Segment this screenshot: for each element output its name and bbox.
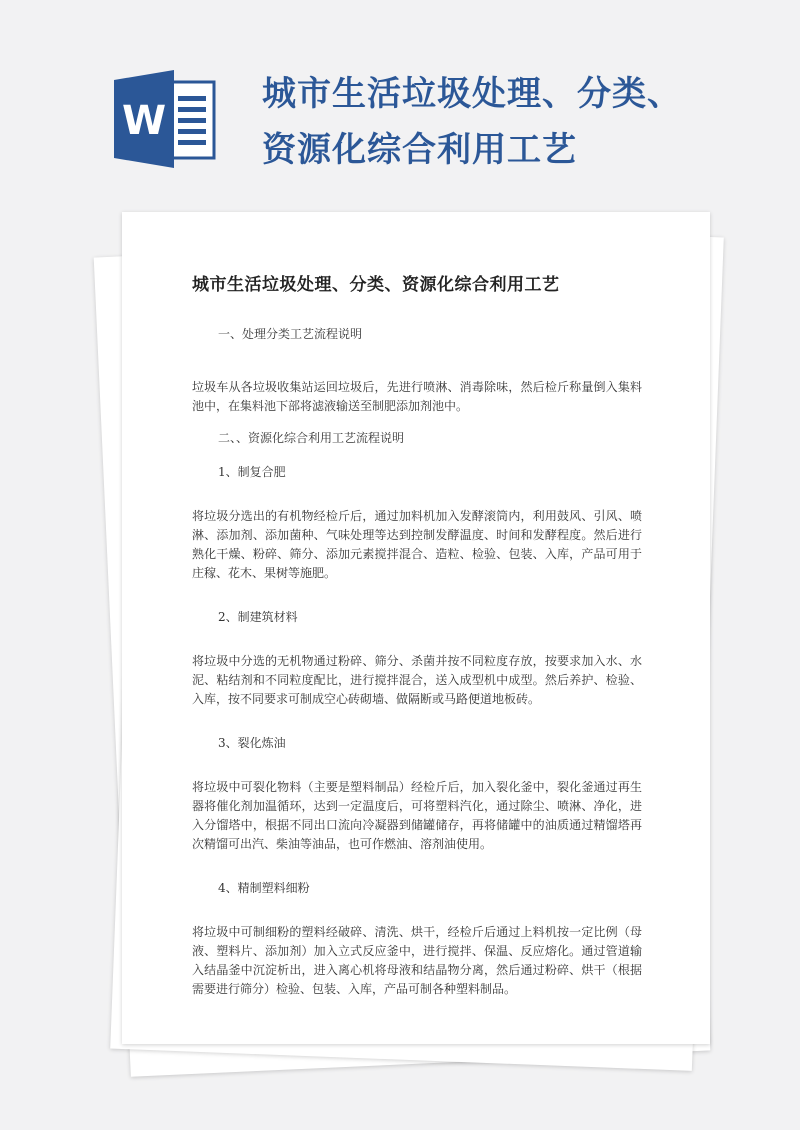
document-body	[192, 276, 642, 999]
section-paragraph: 将垃圾中可制细粉的塑料经破碎、清洗、烘干，经检斤后通过上料机按一定比例（母液、塑料片、添加剂）加入立式反应釜中，进行搅拌、保温、反应熔化。通过管道输入结晶釜中沉淀析出，进入离心机将母液和结晶物分离，然后通过粉碎、烘干（根据需要进行筛分）检验、包装、入库，产品可制各种塑料制品。	[192, 925, 642, 996]
subsection-heading: 4、精制塑料细粉	[218, 881, 310, 895]
section-paragraph: 垃圾车从各垃圾收集站运回垃圾后，先进行喷淋、消毒除味，然后检斤称量倒入集料池中，在集料池下部将滤液输送至制肥添加剂池中。	[192, 380, 642, 413]
document-title: 城市生活垃圾处理、分类、资源化综合利用工艺	[192, 275, 560, 295]
subsection-heading: 2、制建筑材料	[218, 610, 298, 624]
word-file-icon	[112, 70, 218, 168]
section-paragraph: 将垃圾中分选的无机物通过粉碎、筛分、杀菌并按不同粒度存放，按要求加入水、水泥、粘结剂和不同粒度配比，进行搅拌混合，送入成型机中成型。然后养护、检验、入库，按不同要求可制成空心砖砌墙、做隔断或马路便道地板砖。	[192, 654, 642, 706]
section-paragraph: 将垃圾中可裂化物料（主要是塑料制品）经检斤后，加入裂化釜中，裂化釜通过再生器将催化剂加温循环，达到一定温度后，可将塑料汽化，通过除尘、喷淋、净化，进入分馏塔中，根据不同出口流向冷凝器到储罐储存，再将储罐中的油质通过精馏塔再次精馏可出汽、柴油等油品，也可作燃油、溶剂油使用。	[192, 780, 642, 851]
header-title: 城市生活垃圾处理、分类、资源化综合利用工艺	[262, 74, 682, 170]
subsection-heading: 3、裂化炼油	[218, 736, 286, 750]
section-heading: 一、处理分类工艺流程说明	[218, 327, 363, 341]
section-paragraph: 将垃圾分选出的有机物经检斤后，通过加料机加入发酵滚筒内，利用鼓风、引风、喷淋、添加剂、添加菌种、气味处理等达到控制发酵温度、时间和发酵程度。然后进行熟化干燥、粉碎、筛分、添加元素搅拌混合、造粒、检验、包装、入库，产品可用于庄稼、花木、果树等施肥。	[192, 509, 642, 580]
section-heading: 二、、资源化综合利用工艺流程说明	[218, 431, 405, 445]
subsection-heading: 1、制复合肥	[218, 465, 286, 479]
word-logo-letter: W	[121, 98, 167, 144]
